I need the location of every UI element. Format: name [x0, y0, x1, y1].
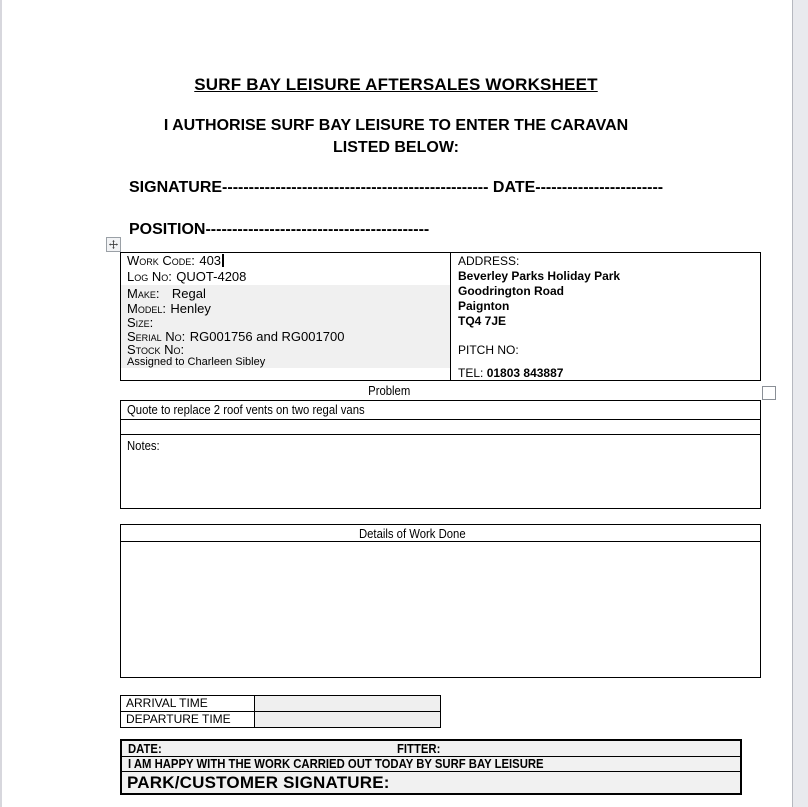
date-fitter-row[interactable] [122, 741, 740, 757]
pitch-no-label[interactable]: PITCH NO: [458, 343, 519, 357]
address-label: ADDRESS: [458, 254, 520, 268]
size-row[interactable] [121, 316, 450, 330]
problem-entry-text: Quote to replace 2 roof vents on two regal vans [127, 402, 365, 417]
departure-time-label: DEPARTURE TIME [121, 712, 255, 727]
authorisation-line-2: LISTED BELOW: [333, 139, 459, 156]
text-cursor [222, 254, 224, 267]
work-done-heading-text: Details of Work Done [359, 526, 466, 541]
times-table [120, 695, 441, 728]
app-background-strip [792, 0, 808, 807]
signoff-table [120, 739, 742, 795]
address-line-1: Beverley Parks Holiday Park [458, 269, 621, 283]
position-line[interactable]: POSITION------------------------------------------ [129, 221, 430, 238]
stock-no-label: Stock No: [127, 342, 185, 357]
authorisation-statement [0, 115, 792, 159]
arrival-time-label: ARRIVAL TIME [121, 696, 255, 711]
log-no-row[interactable] [121, 269, 450, 285]
work-done-table [120, 524, 761, 678]
assigned-note: Assigned to Charleen Sibley [127, 356, 266, 368]
make-row[interactable] [121, 286, 450, 301]
arrival-time-row [121, 696, 440, 711]
model-value[interactable]: Henley [170, 301, 211, 316]
departure-time-value[interactable] [255, 712, 440, 727]
work-done-entry-area[interactable] [121, 542, 760, 677]
worksheet-title [0, 75, 792, 95]
notes-row[interactable] [121, 435, 760, 508]
authorisation-line-1: I AUTHORISE SURF BAY LEISURE TO ENTER THE CARAVAN [163, 117, 629, 134]
problem-heading-text: Problem [367, 383, 411, 398]
make-label: Make: [127, 286, 160, 301]
table-resize-handle[interactable] [762, 386, 776, 400]
arrival-time-value[interactable] [255, 696, 440, 711]
problem-empty-row[interactable] [121, 420, 760, 435]
tel-label: TEL: [458, 366, 484, 380]
signature-date-line[interactable]: SIGNATURE-------------------------------------------------- DATE------------------------ [129, 179, 664, 196]
tel-value: 01803 843887 [486, 366, 564, 380]
address-cell[interactable] [451, 253, 760, 380]
make-value[interactable]: Regal [171, 286, 206, 301]
serial-no-label: Serial No: [127, 329, 186, 344]
fitter-label: FITTER: [397, 741, 441, 756]
work-code-row[interactable] [121, 253, 450, 269]
problem-heading [130, 383, 648, 398]
park-customer-signature-label: PARK/CUSTOMER SIGNATURE: [127, 773, 390, 792]
departure-time-row [121, 711, 440, 727]
size-label: Size: [127, 315, 154, 330]
worksheet-title-text: SURF BAY LEISURE AFTERSALES WORKSHEET [194, 75, 598, 94]
address-line-4: TQ4 7JE [458, 314, 507, 328]
work-code-value[interactable]: 403 [199, 253, 222, 268]
notes-label: Notes: [127, 438, 160, 453]
happy-statement-text: I AM HAPPY WITH THE WORK CARRIED OUT TODAY BY SURF BAY LEISURE [128, 756, 544, 771]
table-move-handle-icon[interactable] [106, 237, 121, 252]
problem-entry-row[interactable] [121, 401, 760, 420]
work-code-label: Work Code: [127, 253, 195, 268]
model-label: Model: [127, 301, 166, 316]
spacer [458, 329, 760, 343]
caravan-details-cell[interactable] [121, 253, 451, 380]
date-label: DATE: [128, 741, 162, 756]
address-line-2: Goodrington Road [458, 284, 564, 298]
happy-statement-row [122, 757, 740, 772]
move-cross-icon [109, 240, 118, 249]
log-no-label: Log No: [127, 269, 172, 284]
log-no-value[interactable]: QUOT-4208 [176, 269, 247, 284]
serial-no-value[interactable]: RG001756 and RG001700 [189, 329, 345, 344]
work-done-heading [121, 525, 760, 542]
stock-no-row[interactable] [121, 344, 450, 356]
address-line-3: Paignton [458, 299, 510, 313]
caravan-details-table [120, 252, 761, 381]
spacer [458, 358, 760, 366]
model-row[interactable] [121, 301, 450, 316]
tel-row [458, 366, 760, 381]
shaded-field-block[interactable] [121, 285, 450, 368]
park-customer-signature-row[interactable] [122, 772, 740, 793]
problem-table [120, 400, 761, 509]
